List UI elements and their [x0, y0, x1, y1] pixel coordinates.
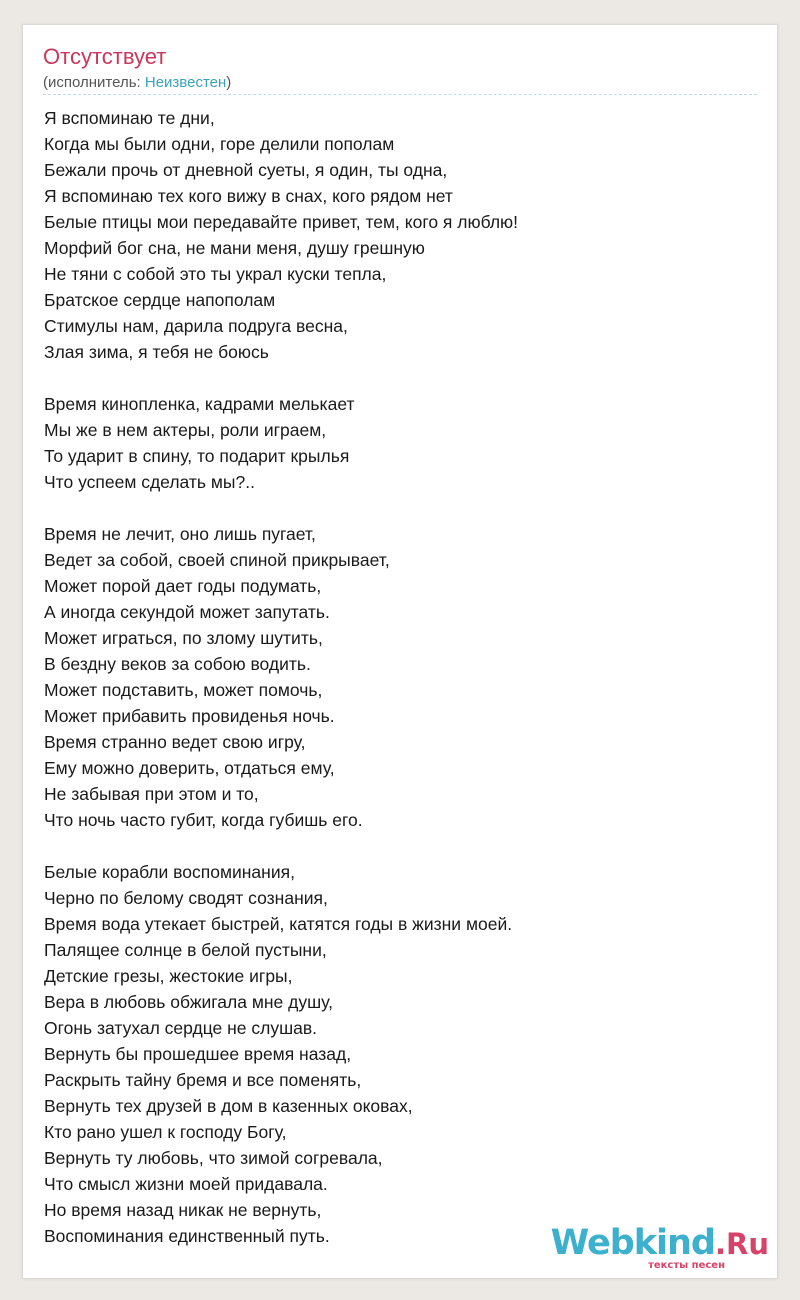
lyrics-line: Когда мы были одни, горе делили пополам	[44, 134, 395, 154]
lyrics-line: Не забывая при этом и то,	[44, 784, 259, 804]
logo-name: Webkind	[550, 1223, 715, 1263]
lyrics-line: Огонь затухал сердце не слушав.	[44, 1018, 318, 1038]
lyrics-line: Ему можно доверить, отдаться ему,	[44, 758, 335, 778]
logo-tld: .Ru	[715, 1227, 769, 1261]
lyrics-line: Что смысл жизни моей придавала.	[44, 1174, 328, 1194]
logo-tagline: тексты песен	[648, 1260, 725, 1271]
lyrics-line: Время не лечит, оно лишь пугает,	[44, 524, 316, 544]
lyrics-line: Что ночь часто губит, когда губишь его.	[44, 810, 363, 830]
lyrics-line: Но время назад никак не вернуть,	[44, 1200, 322, 1220]
lyrics-line: То ударит в спину, то подарит крылья	[44, 446, 350, 466]
lyrics-line: Злая зима, я тебя не боюсь	[44, 342, 269, 362]
lyrics-stanza	[44, 105, 764, 365]
lyrics-stanza	[44, 391, 764, 495]
artist-link[interactable]: Неизвестен	[144, 74, 227, 91]
lyrics-line: Что успеем сделать мы?..	[44, 472, 255, 492]
lyrics-line: Черно по белому сводят сознания,	[44, 888, 328, 908]
lyrics-line: Не тяни с собой это ты украл куски тепла,	[44, 264, 387, 284]
lyrics-line: Белые корабли воспоминания,	[44, 862, 295, 882]
lyrics-line: Стимулы нам, дарила подруга весна,	[44, 316, 348, 336]
lyrics-card	[22, 24, 778, 1279]
lyrics-line: В бездну веков за собою водить.	[44, 654, 311, 674]
lyrics-line: Ведет за собой, своей спиной прикрывает,	[44, 550, 390, 570]
artist-line	[43, 73, 231, 93]
lyrics-line: Белые птицы мои передавайте привет, тем, кого я люблю!	[44, 212, 519, 232]
lyrics-line: Может подставить, может помочь,	[44, 680, 323, 700]
lyrics-line: Кто рано ушел к господу Богу,	[44, 1122, 287, 1142]
lyrics-text	[44, 105, 764, 1275]
lyrics-line: Может порой дает годы подумать,	[44, 576, 322, 596]
lyrics-line: Мы же в нем актеры, роли играем,	[44, 420, 327, 440]
artist-suffix: )	[226, 74, 232, 91]
lyrics-line: Вера в любовь обжигала мне душу,	[44, 992, 333, 1012]
lyrics-line: Братское сердце напополам	[44, 290, 276, 310]
lyrics-stanza	[44, 521, 764, 833]
lyrics-line: Палящее солнце в белой пустыни,	[44, 940, 327, 960]
lyrics-line: Детские грезы, жестокие игры,	[44, 966, 293, 986]
lyrics-line: Вернуть бы прошедшее время назад,	[44, 1044, 352, 1064]
lyrics-line: Может играться, по злому шутить,	[44, 628, 323, 648]
title-divider	[43, 94, 757, 95]
lyrics-line: Воспоминания единственный путь.	[44, 1226, 330, 1246]
site-logo[interactable]	[550, 1223, 769, 1274]
artist-prefix: (исполнитель:	[43, 74, 145, 91]
lyrics-line: Раскрыть тайну бремя и все поменять,	[44, 1070, 362, 1090]
lyrics-line: Вернуть ту любовь, что зимой согревала,	[44, 1148, 383, 1168]
lyrics-line: Время вода утекает быстрей, катятся годы в жизни моей.	[44, 914, 513, 934]
logo-wordmark	[551, 1224, 769, 1263]
lyrics-line: Время кинопленка, кадрами мелькает	[44, 394, 355, 414]
lyrics-line: Я вспоминаю те дни,	[44, 108, 215, 128]
lyrics-line: Я вспоминаю тех кого вижу в снах, кого рядом нет	[44, 186, 453, 206]
lyrics-line: Может прибавить провиденья ночь.	[44, 706, 335, 726]
song-title: Отсутствует	[43, 44, 167, 69]
lyrics-line: Морфий бог сна, не мани меня, душу грешную	[44, 238, 425, 258]
lyrics-line: Время странно ведет свою игру,	[44, 732, 306, 752]
lyrics-line: Бежали прочь от дневной суеты, я один, ты одна,	[44, 160, 448, 180]
lyrics-line: А иногда секундой может запутать.	[44, 602, 330, 622]
lyrics-stanza	[44, 859, 764, 1249]
lyrics-line: Вернуть тех друзей в дом в казенных оковах,	[44, 1096, 413, 1116]
